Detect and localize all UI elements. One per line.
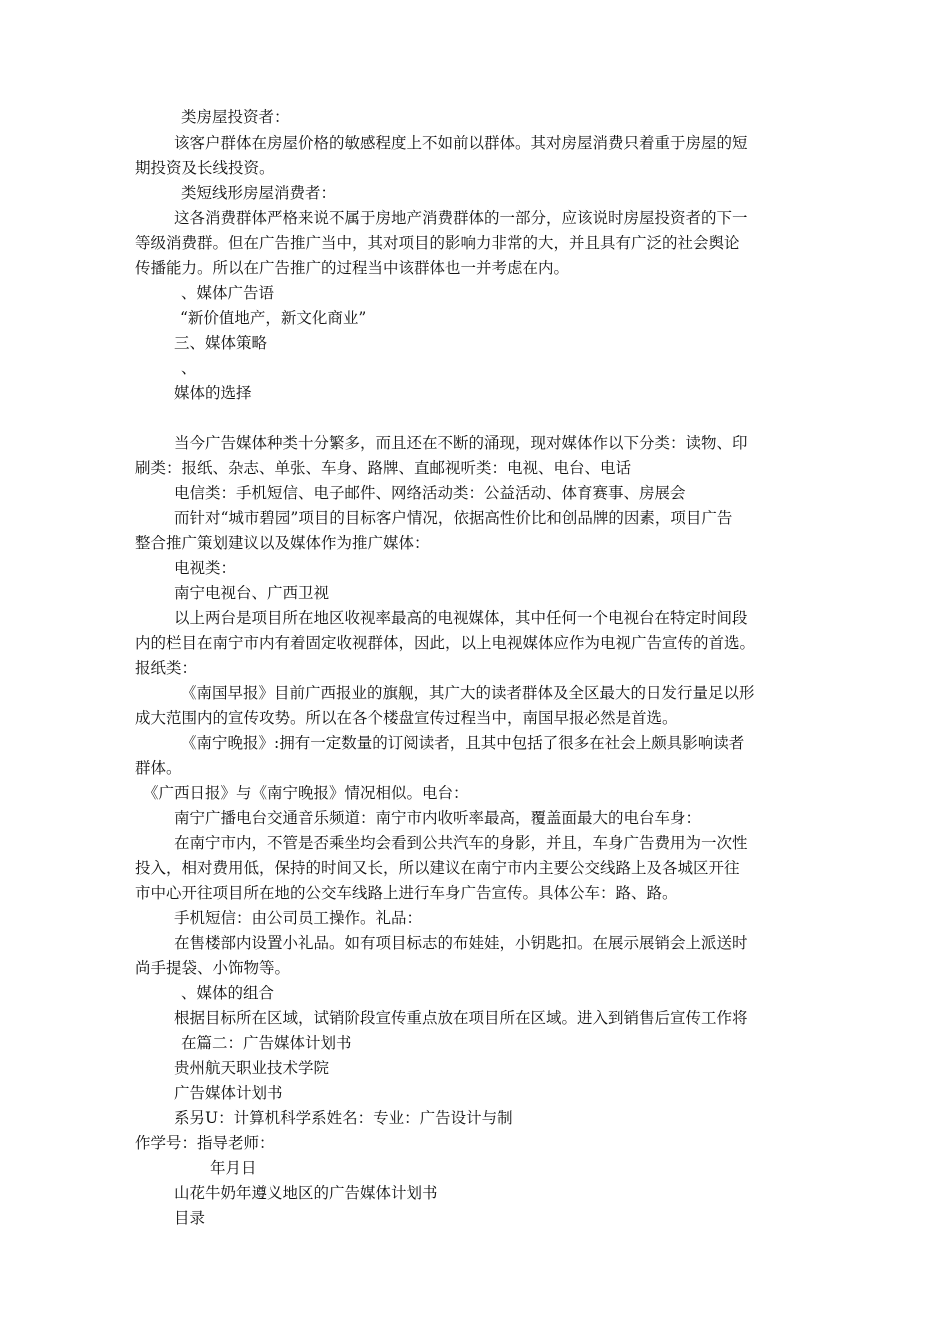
text-line: 《南国早报》目前广西报业的旗舰，其广大的读者群体及全区最大的日发行量足以形	[181, 684, 755, 702]
text-line: 系另U：计算机科学系姓名：专业：广告设计与制	[174, 1109, 513, 1127]
text-line: 市中心开往项目所在地的公交车线路上进行车身广告宣传。具体公车：路、路。	[135, 884, 678, 902]
text-line: 这各消费群体严格来说不属于房地产消费群体的一部分，应该说时房屋投资者的下一	[174, 209, 748, 227]
text-line: 类房屋投资者：	[181, 108, 290, 126]
text-line: 三、媒体策略	[174, 334, 268, 352]
text-line: 等级消费群。但在广告推广当中，其对项目的影响力非常的大，并且具有广泛的社会舆论	[135, 234, 740, 252]
text-line: 在南宁市内，不管是否乘坐均会看到公共汽车的身影，并且，车身广告费用为一次性	[174, 834, 748, 852]
text-line: 《南宁晚报》:拥有一定数量的订阅读者，且其中包括了很多在社会上颇具影响读者	[181, 734, 745, 752]
text-line: 报纸类：	[135, 659, 198, 677]
text-line: 手机短信：由公司员工操作。礼品：	[174, 909, 423, 927]
text-line: 投入，相对费用低，保持的时间又长，所以建议在南宁市内主要公交线路上及各城区开往	[135, 859, 740, 877]
text-line: 、	[181, 359, 197, 377]
text-line: 电信类：手机短信、电子邮件、网络活动类：公益活动、体育赛事、房展会	[174, 484, 686, 502]
text-line: 刷类：报纸、杂志、单张、车身、路牌、直邮视听类：电视、电台、电话	[135, 459, 632, 477]
text-line: 南宁广播电台交通音乐频道：南宁市内收听率最高，覆盖面最大的电台车身：	[174, 809, 702, 827]
text-line: 电视类：	[174, 559, 237, 577]
text-line: 南宁电视台、广西卫视	[174, 584, 330, 602]
text-line: 该客户群体在房屋价格的敏感程度上不如前以群体。其对房屋消费只着重于房屋的短	[174, 134, 748, 152]
text-line: 当今广告媒体种类十分繁多，而且还在不断的涌现，现对媒体作以下分类：读物、印	[174, 434, 748, 452]
text-line: 传播能力。所以在广告推广的过程当中该群体也一并考虑在内。	[135, 259, 570, 277]
text-line: 在篇二：广告媒体计划书	[181, 1034, 352, 1052]
text-line: 山花牛奶年遵义地区的广告媒体计划书	[174, 1184, 438, 1202]
text-line: 整合推广策划建议以及媒体作为推广媒体：	[135, 534, 430, 552]
text-line: 在售楼部内设置小礼品。如有项目标志的布娃娃，小钥匙扣。在展示展销会上派送时	[174, 934, 748, 952]
text-line: 广告媒体计划书	[174, 1084, 283, 1102]
text-line: 、媒体的组合	[181, 984, 275, 1002]
text-line: 尚手提袋、小饰物等。	[135, 959, 291, 977]
text-line: 目录	[174, 1209, 206, 1227]
text-line: 根据目标所在区域，试销阶段宣传重点放在项目所在区域。进入到销售后宣传工作将	[174, 1009, 748, 1027]
text-line: 贵州航天职业技术学院	[174, 1059, 330, 1077]
text-line: 成大范围内的宣传攻势。所以在各个楼盘宣传过程当中，南国早报必然是首选。	[135, 709, 678, 727]
text-line: 作学号：指导老师：	[135, 1134, 275, 1152]
text-line: “新价值地产，新文化商业”	[180, 309, 367, 327]
text-line: 群体。	[135, 759, 182, 777]
text-line: 年月日	[210, 1159, 257, 1177]
text-line: 内的栏目在南宁市内有着固定收视群体，因此，以上电视媒体应作为电视广告宣传的首选。	[135, 634, 756, 652]
text-line: 期投资及长线投资。	[135, 159, 275, 177]
text-line: 以上两台是项目所在地区收视率最高的电视媒体，其中任何一个电视台在特定时间段	[174, 609, 748, 627]
text-line: 类短线形房屋消费者：	[181, 184, 337, 202]
text-line: 《广西日报》与《南宁晚报》情况相似。电台：	[143, 784, 469, 802]
text-line: 、媒体广告语	[181, 284, 275, 302]
text-line: 媒体的选择	[174, 384, 252, 402]
text-line: 而针对“城市碧园”项目的目标客户情况，依据高性价比和创品牌的因素，项目广告	[174, 509, 733, 527]
